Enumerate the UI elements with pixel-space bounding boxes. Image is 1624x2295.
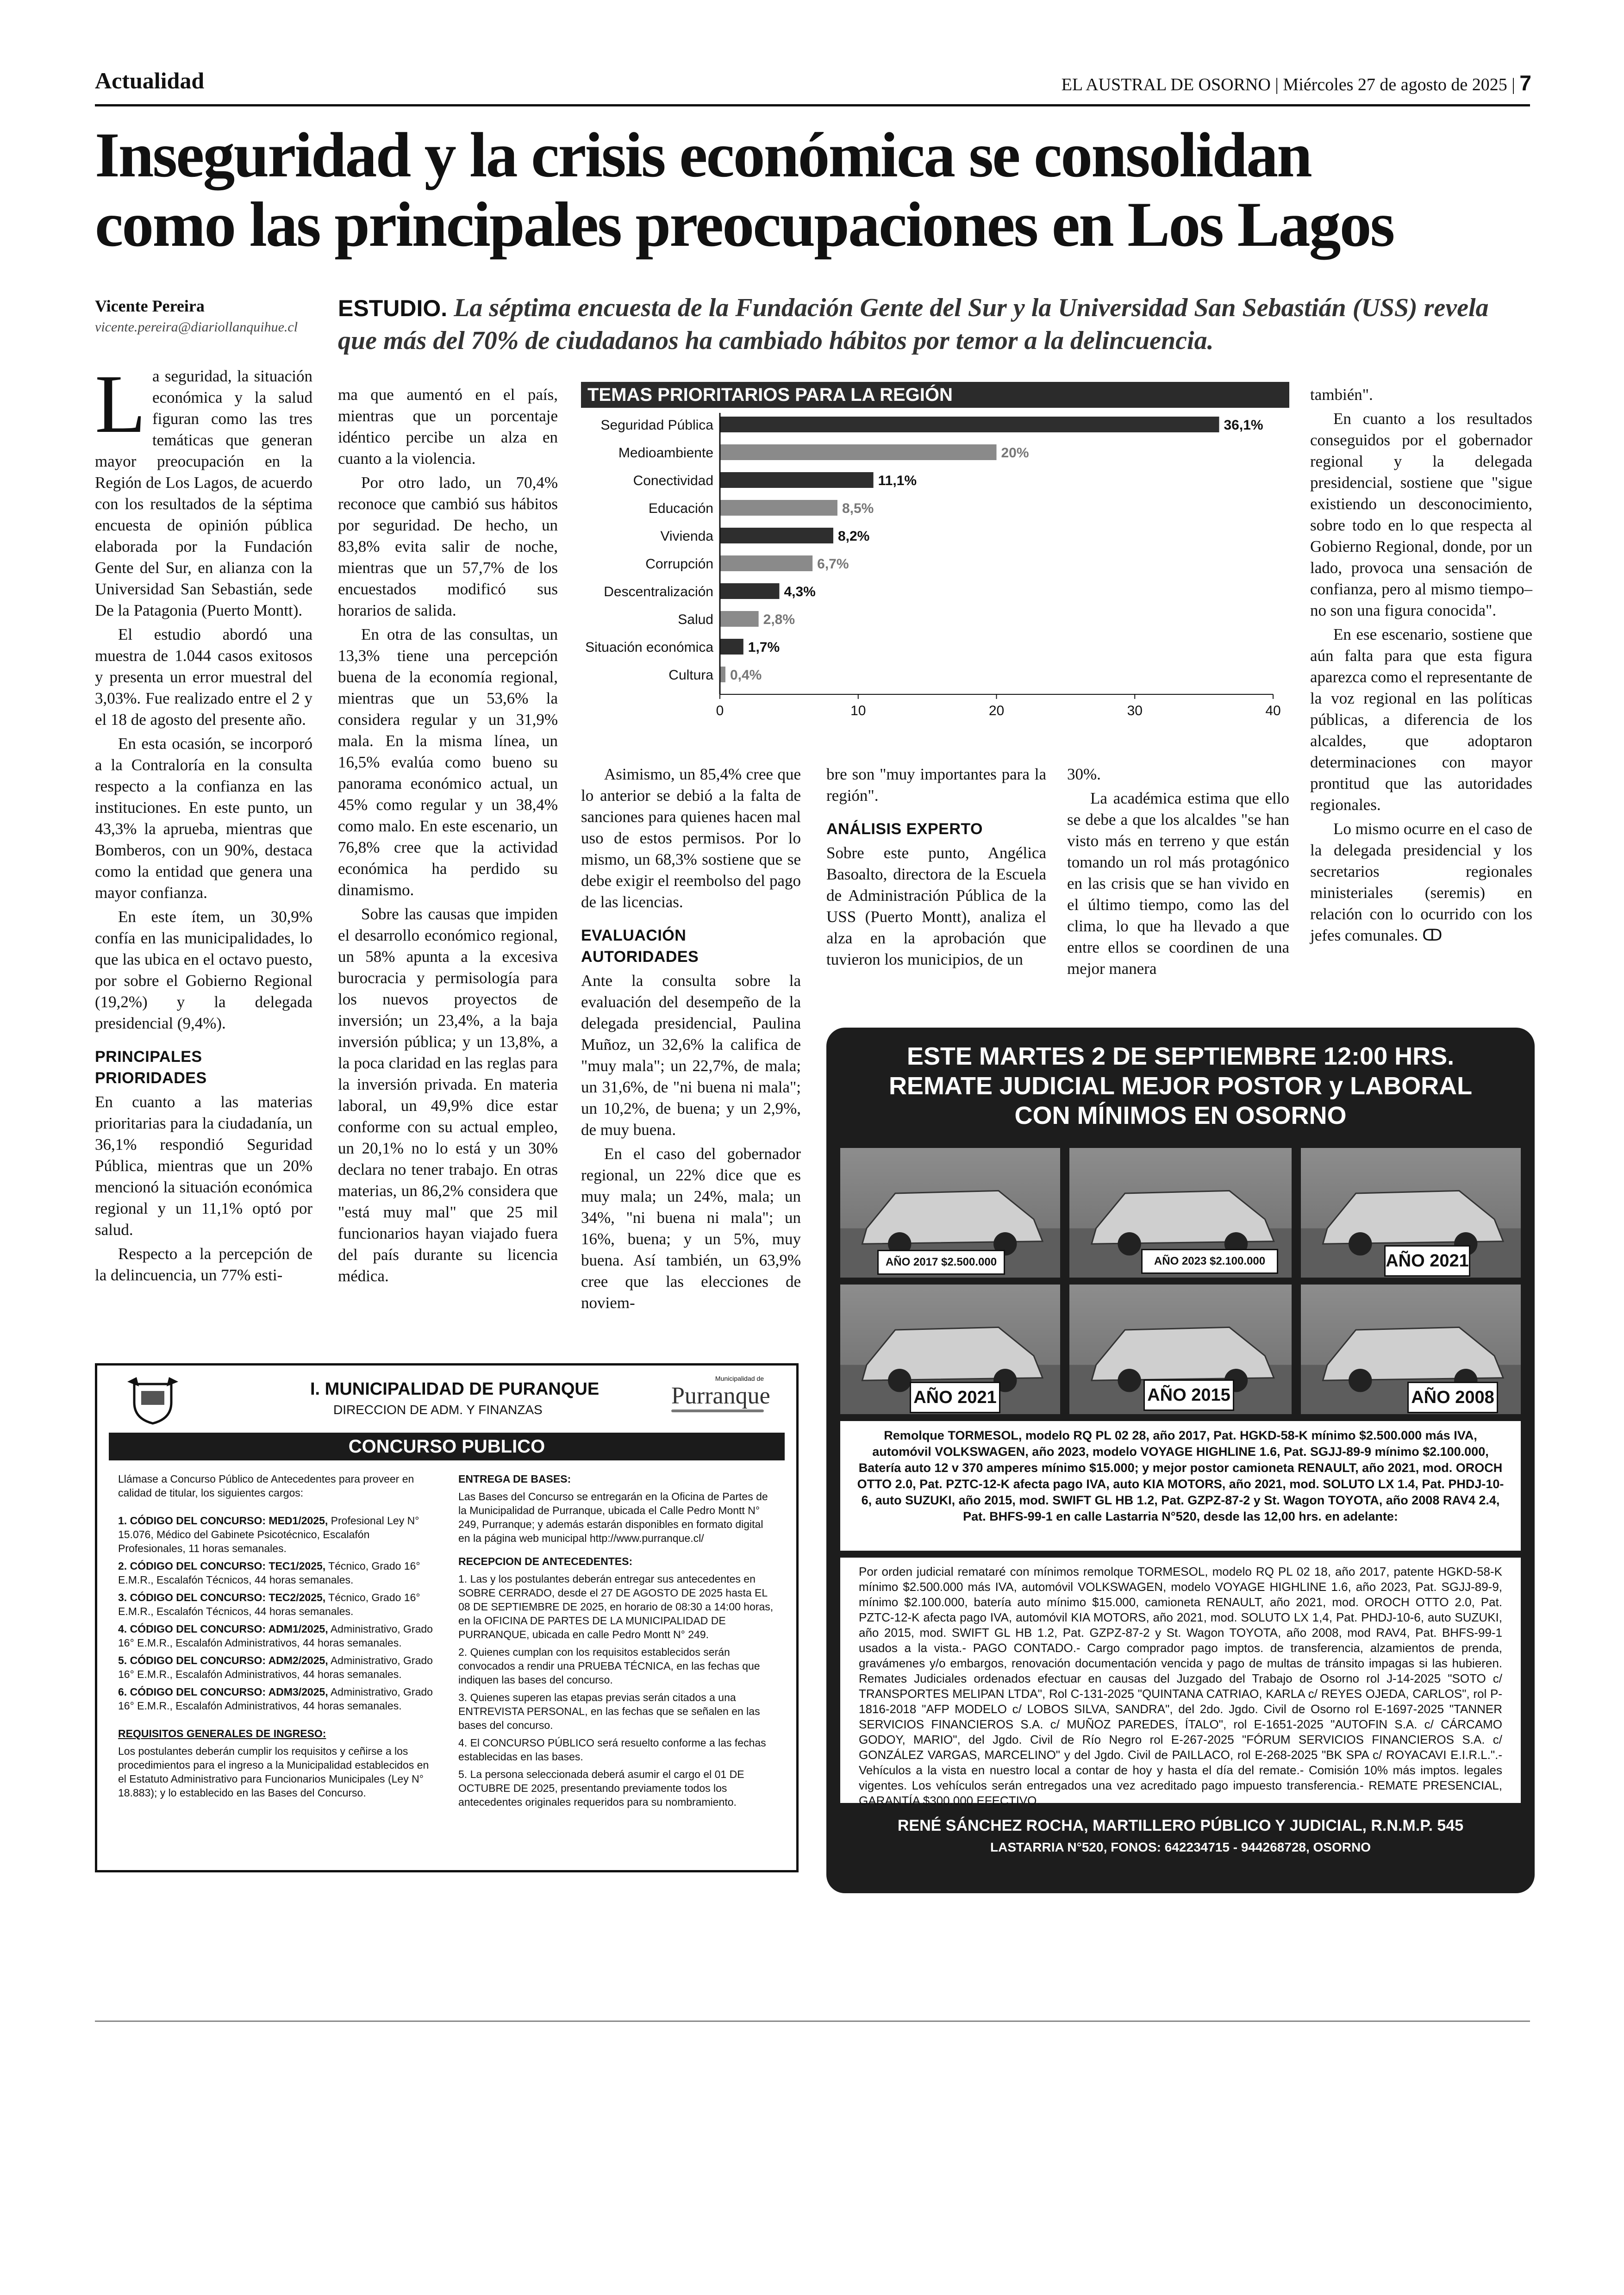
paragraph: Lo mismo ocurre en el caso de la delegada presidencial y los secretarios regionales ministeriales (seremis) en relación con lo ocurrido con los jefes comunales. ↀ bbox=[1310, 820, 1532, 944]
reception-item: 1. Las y los postulantes deberán entregar sus antecedentes en SOBRE CERRADO, desde el 27 DE AGOSTO DE 2025 hasta EL 08 DE SEPTIEMBRE DE 2025, en horario de 08:30 a 14:00 horas, en la OFICINA DE PARTES DE LA MUNICIPALIDAD DE PURRANQUE, ubicada en calle Pedro Montt N° 249. bbox=[458, 1573, 774, 1640]
section-label: Actualidad bbox=[95, 68, 205, 94]
paragraph: Sobre las causas que impiden el desarrollo económico regional, un 58% apunta a la excesiva burocracia y permisología para los nuevos proyectos de inversión; un 23,4%, a la baja inversión pública; y un 13,8%, a la poca claridad en las reglas para la inversión privada. En materia laboral, un 49,9% dice estar conforme con su actual empleo, un 20,1% no lo está y un 30% declara no tener trabajo. En otras materias, un 86,2% considera que "está muy mal" que 25 mil funcionarios hayan viajado fuera del país durante su licencia médica. bbox=[338, 905, 558, 1285]
auctioneer-name: RENÉ SÁNCHEZ ROCHA, MARTILLERO PÚBLICO Y JUDICIAL, R.N.M.P. 545 bbox=[897, 1817, 1464, 1834]
reception-item: 5. La persona seleccionada deberá asumir el cargo el 01 DE OCTUBRE DE 2025, presentando previamente todos los antecedentes originales requeridos para su nombramiento. bbox=[458, 1768, 744, 1808]
bar bbox=[720, 667, 725, 682]
bar bbox=[720, 417, 1219, 432]
value-label: 6,7% bbox=[817, 556, 849, 572]
notice-intro: Llámase a Concurso Público de Antecedentes para proveer en calidad de titular, los siguientes cargos: bbox=[118, 1473, 414, 1499]
lede-tag: ESTUDIO. bbox=[338, 295, 448, 321]
category-label: Corrupción bbox=[645, 556, 713, 572]
article-column-6 bbox=[1310, 384, 1532, 949]
year-price-badge: AÑO 2008 bbox=[1407, 1382, 1498, 1413]
blue-hatchback-photo bbox=[840, 1285, 1060, 1414]
paragraph: El estudio abordó una muestra de 1.044 casos exitosos y presenta un error muestral del 3,03%. Fue realizado entre el 2 y el 18 de agosto del presente año. bbox=[95, 625, 312, 729]
category-label: Descentralización bbox=[604, 584, 713, 599]
x-tick-label: 40 bbox=[1265, 703, 1281, 718]
category-label: Situación económica bbox=[585, 640, 713, 655]
lede-text: La séptima encuesta de la Fundación Gente del Sur y la Universidad San Sebastián (USS) revela que más del 70% de ciudadanos ha cambiado hábitos por temor a la delincuencia. bbox=[338, 293, 1489, 355]
auction-type-line: REMATE JUDICIAL MEJOR POSTOR y LABORAL bbox=[888, 1072, 1473, 1100]
chart-plot bbox=[581, 410, 1289, 734]
bar bbox=[720, 500, 837, 516]
page-number: 7 bbox=[1519, 71, 1531, 95]
paragraph: Respecto a la percepción de la delincuencia, un 77% esti- bbox=[95, 1245, 312, 1284]
masthead: EL AUSTRAL DE OSORNO | Miércoles 27 de agosto de 2025 | 7 bbox=[1061, 71, 1531, 95]
paragraph: bre son "muy importantes para la región". bbox=[826, 765, 1046, 804]
year-price-badge: AÑO 2017 $2.500.000 bbox=[877, 1250, 1005, 1275]
value-label: 0,4% bbox=[730, 667, 762, 683]
reception-list bbox=[458, 1572, 778, 1809]
pickup-photo bbox=[1301, 1148, 1521, 1278]
bar bbox=[720, 528, 833, 543]
notice-right-column bbox=[458, 1472, 778, 1813]
paragraph: La académica estima que ello se debe a que los alcaldes "se han visto más en terreno y que están tomando un rol más protagónico en las crisis que se han vivido en el último tiempo, como las del clima, lo que ha llevado a que entre ellos se coordinen de una mejor manera bbox=[1067, 789, 1289, 978]
subhead: PRINCIPALES PRIORIDADES bbox=[95, 1048, 207, 1087]
auction-location-line: CON MÍNIMOS EN OSORNO bbox=[1014, 1102, 1347, 1129]
value-label: 1,7% bbox=[748, 640, 780, 655]
subhead: EVALUACIÓN AUTORIDADES bbox=[581, 927, 699, 966]
year-price-badge: AÑO 2021 bbox=[910, 1382, 1000, 1413]
municipal-notice bbox=[95, 1363, 799, 1872]
cargo-item: 2. CÓDIGO DEL CONCURSO: TEC1/2025, Técnico, Grado 16° E.M.R., Escalafón Técnicos, 44 horas semanales. bbox=[118, 1560, 420, 1586]
paragraph: En este ítem, un 30,9% confía en las municipalidades, lo que las ubica en el octavo puesto, por sobre el Gobierno Regional (19,2%) y la delegada presidencial (9,4%). bbox=[95, 908, 312, 1032]
chart-title: TEMAS PRIORITARIOS PARA LA REGIÓN bbox=[581, 382, 1289, 408]
paragraph: En el caso del gobernador regional, un 22% dice que es muy mala; un 24%, mala; un 34%, "ni buena ni mala"; un 16%, buena; y un 5%, muy buena. Así también, un 63,9% cree que las elecciones de noviem- bbox=[581, 1145, 801, 1312]
bar bbox=[720, 444, 997, 460]
paragraph: Asimismo, un 85,4% cree que lo anterior se debió a la falta de sanciones para quienes hacen mal uso de estos permisos. Por lo mismo, un 68,3% sostiene que se debe exigir el reembolso del pago de las licencias. bbox=[581, 765, 801, 911]
author-name: Vicente Pereira bbox=[95, 297, 205, 315]
bar bbox=[720, 583, 779, 599]
article-column-2 bbox=[338, 384, 558, 1290]
municipal-seal-icon bbox=[125, 1375, 181, 1426]
category-label: Educación bbox=[648, 501, 713, 516]
auction-date-line: ESTE MARTES 2 DE SEPTIEMBRE 12:00 HRS. bbox=[906, 1042, 1455, 1070]
x-tick-label: 30 bbox=[1127, 703, 1143, 718]
year-price-badge: AÑO 2015 bbox=[1143, 1379, 1234, 1411]
suv-photo bbox=[1301, 1285, 1521, 1414]
purranque-logo: Municipalidad de Purranque bbox=[671, 1375, 773, 1421]
value-label: 2,8% bbox=[763, 612, 795, 627]
x-tick-label: 10 bbox=[850, 703, 866, 718]
article-column-5 bbox=[1067, 764, 1289, 982]
category-label: Vivienda bbox=[660, 529, 713, 544]
lede bbox=[338, 292, 1532, 357]
paragraph: 30%. bbox=[1067, 765, 1101, 783]
reception-title: RECEPCION DE ANTECEDENTES: bbox=[458, 1555, 633, 1567]
paragraph: La seguridad, la situación económica y la salud figuran como las tres temáticas que generan mayor preocupación en la Región de Los Lagos, de acuerdo con los resultados de la séptima encuesta de opinión pública elaborada por la Fundación Gente del Sur, en alianza con la Universidad San Sebastián, sede De la Patagonia (Puerto Montt). bbox=[95, 358, 312, 619]
white-sedan-photo bbox=[1069, 1148, 1292, 1278]
reception-item: 2. Quienes cumplan con los requisitos establecidos serán convocados a rendir una PRUEBA TÉCNICA, en las fechas que indiquen las bases del concurso. bbox=[458, 1646, 760, 1686]
concurso-banner: CONCURSO PUBLICO bbox=[109, 1433, 785, 1460]
municipality-name: I. MUNICIPALIDAD DE PURANQUE bbox=[310, 1379, 600, 1399]
bottom-rule bbox=[95, 2021, 1530, 2022]
year-price-badge: AÑO 2021 bbox=[1384, 1245, 1470, 1277]
notice-left-column bbox=[118, 1472, 437, 1803]
paragraph: En cuanto a los resultados conseguidos por el gobernador regional y la delegada presidencial, sostiene que "sigue existiendo un desconocimiento, sobre todo en lo que respecta al Gobierno Regional, donde, por un lado, provoca una sensación de confianza, pero al mismo tiempo– no son una figura conocida". bbox=[1310, 410, 1532, 619]
year-price-badge: AÑO 2023 $2.100.000 bbox=[1141, 1249, 1278, 1274]
bar bbox=[720, 639, 743, 655]
paragraph: En cuanto a las materias prioritarias para la ciudadanía, un 36,1% respondió Seguridad Pública, mientras que un 20% mencionó la situación económica regional y un 11,1% optó por salud. bbox=[95, 1093, 312, 1239]
cargo-item: 5. CÓDIGO DEL CONCURSO: ADM2/2025, Administrativo, Grado 16° E.M.R., Escalafón Administrativos, 44 horas semanales. bbox=[118, 1654, 433, 1680]
auction-summary: Remolque TORMESOL, modelo RQ PL 02 28, año 2017, Pat. HGKD-58-K mínimo $2.500.000 más IVA, automóvil VOLKSWAGEN, año 2023, modelo VOYAGE HIGHLINE 1.6, Pat. SGJJ-89-9 mínimo $2.100.000, Batería auto 12 v 370 amperes mínimo $15.000; y mejor postor camioneta RENAULT, año 2021, mod. OROCH OTTO 2.0, Pat. PZTC-12-K afecta pago IVA, auto KIA MOTORS, año 2021, mod. SOLUTO LX 1.4, Pat. PHDJ-10-6, auto SUZUKI, año 2015, mod. SWIFT GL HB 1.2, Pat. GZPZ-87-2 y St. Wagon TOYOTA, año 2008 RAV4 2.4, Pat. BHFS-99-1 en calle Lastarria N°520, desde las 12,00 hrs. en adelante: bbox=[840, 1421, 1521, 1551]
issue-date: Miércoles 27 de agosto de 2025 bbox=[1283, 75, 1507, 94]
bases-text: Las Bases del Concurso se entregarán en la Oficina de Partes de la Municipalidad de Purranque, ubicada el Calle Pedro Montt N° 249, Purranque; y además estarán disponibles en formato digital en la página web municipal http://www.purranque.cl/ bbox=[458, 1491, 768, 1544]
trailer-photo bbox=[840, 1148, 1060, 1278]
paragraph: Sobre este punto, Angélica Basoalto, directora de la Escuela de Administración Pública de la USS (Puerto Montt), analiza el alza en la aprobación que tuvieron los municipios, de un bbox=[826, 844, 1046, 968]
auctioneer-contact: LASTARRIA N°520, FONOS: 642234715 - 944268728, OSORNO bbox=[990, 1840, 1371, 1854]
cargo-item: 4. CÓDIGO DEL CONCURSO: ADM1/2025, Administrativo, Grado 16° E.M.R., Escalafón Administrativos, 44 horas semanales. bbox=[118, 1623, 433, 1649]
paragraph: Por otro lado, un 70,4% reconoce que cambió sus hábitos por seguridad. De hecho, un 83,8% evita salir de noche, mientras que un 57,7% de los encuestados modificó sus horarios de salida. bbox=[338, 474, 558, 619]
requirements-title: REQUISITOS GENERALES DE INGRESO: bbox=[118, 1727, 326, 1740]
article-column-3 bbox=[581, 764, 801, 1316]
paragraph: En otra de las consultas, un 13,3% tiene una percepción buena de la economía regional, mientras que un 53,6% la considera regular y un 31,9% mala. En la misma línea, un 16,5% evalúa como bueno su panorama económico actual, un 45% como regular y un 38,4% como malo. En este escenario, un 76,8% cree que la actividad económica ha perdido su dinamismo. bbox=[338, 625, 558, 899]
category-label: Seguridad Pública bbox=[600, 418, 713, 433]
top-rule bbox=[95, 104, 1530, 106]
bar bbox=[720, 472, 874, 488]
x-tick-label: 20 bbox=[988, 703, 1005, 718]
newspaper-name: EL AUSTRAL DE OSORNO bbox=[1061, 75, 1271, 94]
headline-line-2: como las principales preocupaciones en Los Lagos bbox=[95, 189, 1394, 260]
cargo-item: 1. CÓDIGO DEL CONCURSO: MED1/2025, Profesional Ley N° 15.076, Médico del Gabinete Psicotécnico, Escalafón Profesionales, 11 horas semanales. bbox=[118, 1515, 419, 1554]
paragraph: En esta ocasión, se incorporó a la Contraloría en la consulta respecto a la confianza en las instituciones. En este punto, un 43,3% la aprueba, mientras que Bomberos, con un 90%, destaca como la entidad que genera una mayor confianza. bbox=[95, 735, 312, 902]
reception-item: 3. Quienes superen las etapas previas serán citados a una ENTREVISTA PERSONAL, en las fechas que se señalen en las bases del concurso. bbox=[458, 1691, 760, 1731]
white-hatchback-photo bbox=[1069, 1285, 1292, 1414]
municipality-department: DIRECCION DE ADM. Y FINANZAS bbox=[333, 1403, 543, 1417]
headline bbox=[95, 120, 1530, 259]
category-label: Salud bbox=[678, 612, 713, 627]
bar bbox=[720, 555, 812, 571]
paragraph: Ante la consulta sobre la evaluación del desempeño de la delegada presidencial, Paulina Muñoz, un 32,6% la califica de "muy mala"; un 22,7%, de mala; un 31,6%, de "ni buena ni mala"; un 10,2%, de buena; y un 2,9%, de muy buena. bbox=[581, 972, 801, 1139]
bases-title: ENTREGA DE BASES: bbox=[458, 1473, 571, 1485]
value-label: 8,5% bbox=[842, 501, 874, 516]
bar bbox=[720, 611, 759, 627]
value-label: 36,1% bbox=[1224, 418, 1263, 433]
end-mark-icon: ↀ bbox=[1422, 926, 1443, 944]
paragraph: también". bbox=[1310, 386, 1373, 404]
category-label: Medioambiente bbox=[618, 445, 713, 461]
cargo-item: 3. CÓDIGO DEL CONCURSO: TEC2/2025, Técnico, Grado 16° E.M.R., Escalafón Técnicos, 44 horas semanales. bbox=[118, 1591, 420, 1617]
category-label: Cultura bbox=[668, 667, 713, 683]
value-label: 4,3% bbox=[784, 584, 816, 599]
subhead: ANÁLISIS EXPERTO bbox=[826, 820, 983, 838]
reception-item: 4. El CONCURSO PÚBLICO será resuelto conforme a las fechas establecidas en las bases. bbox=[458, 1737, 766, 1763]
cargo-list bbox=[118, 1514, 437, 1713]
article-column-4 bbox=[826, 764, 1046, 973]
priority-chart bbox=[581, 382, 1289, 734]
requirements-text: Los postulantes deberán cumplir los requisitos y ceñirse a los procedimientos para el ingreso a la Municipalidad establecidos en el Estatuto Administrativo para Funcionarios Municipales (Ley N° 18.883); y lo establecido en las Bases del Concurso. bbox=[118, 1745, 429, 1799]
dropcap: L bbox=[95, 358, 146, 450]
paragraph: En ese escenario, sostiene que aún falta para que esta figura aparezca como el representante de la voz regional en las políticas públicas, a diferencia de los alcaldes, que adoptaron determinaciones con mayor prontitud que las autoridades regionales. bbox=[1310, 625, 1532, 814]
value-label: 11,1% bbox=[878, 473, 917, 488]
x-tick-label: 0 bbox=[716, 703, 724, 718]
category-label: Conectividad bbox=[633, 473, 713, 488]
auction-headline bbox=[826, 1041, 1535, 1130]
headline-line-1: Inseguridad y la crisis económica se consolidan bbox=[95, 119, 1311, 190]
value-label: 20% bbox=[1001, 445, 1029, 461]
value-label: 8,2% bbox=[837, 529, 870, 544]
auction-detail: Por orden judicial remataré con mínimos remolque TORMESOL, modelo RQ PL 02 18, año 2017, patente HGKD-58-K mínimo $2.500.000 más IVA, automóvil VOLKSWAGEN, modelo VOYAGE HIGHLINE 1.6, año 2023, Pat. SGJJ-89-9, mínimo $2.100.000, batería auto mínimo $15.000, camioneta RENAULT, año 2021, mod. OROCH OTTO 2.0, Pat. PZTC-12-K afecta pago IVA, automóvil KIA MOTORS, año 2021, mod. SOLUTO LX 1,4, Pat. PHDJ-10-6, auto SUZUKI, año 2015, mod. SWIFT GL HB 1.2, Pat. GZPZ-87-2 y St. Wagon TOYOTA, año 2008, mod RAV4, Pat. BHFS-99-1 usados a la vista.- PAGO CONTADO.- Cargo comprador pago imptos. de transferencia, alzamientos de prenda, gravámenes y/o embargos, renovación documentación vencida y pago de multas de tránsito impagas si las hubieren. Remates Judiciales ordenados efectuar en causas del Juzgado del Trabajo de Osorno rol J-14-2025 "SOTO c/ TRANSPORTES MELIPAN LTDA", Rol C-131-2025 "QUINTANA CATRIAO, KARLA c/ REYES OJEDA, CARLOS", rol P-1816-2018 "AFP MODELO c/ LOBOS SILVA, SANDRA", del 2do. Jgdo. Civil de Osorno rol E-1697-2025 "TANNER SERVICIOS FINANCIEROS S.A. c/ MUÑOZ PAREDES, ÍTALO", rol E-1651-2025 "AUTOFIN S.A. c/ CÁRCAMO GODOY, MARIO", del Jgdo. Civil de Río Negro rol E-267-2025 "FÓRUM SERVICIOS FINANCIEROS S.A. c/ GONZÁLEZ VARGAS, MARCELINO" y del Jgdo. Civil de PAILLACO, rol E-268-2025 "BK SPA c/ ROYACAVI E.I.R.L.".- Vehículos a la vista en nuestro local a contar de hoy y hasta el día del remate.- Comisión 10% más imptos. legales vigentes. Los vehículos serán entregados una vez acreditado pago impuesto transferencia.- REMATE PRESENCIAL, GARANTÍA $300.000 EFECTIVO. bbox=[840, 1558, 1521, 1803]
author-email: vicente.pereira@diariollanquihue.cl bbox=[95, 319, 298, 335]
paragraph: ma que aumentó en el país, mientras que un porcentaje idéntico percibe un alza en cuanto a la violencia. bbox=[338, 386, 558, 468]
cargo-item: 6. CÓDIGO DEL CONCURSO: ADM3/2025, Administrativo, Grado 16° E.M.R., Escalafón Administrativos, 44 horas semanales. bbox=[118, 1686, 433, 1712]
auction-advertisement bbox=[826, 1028, 1535, 1893]
article-column-1 bbox=[95, 358, 312, 1289]
